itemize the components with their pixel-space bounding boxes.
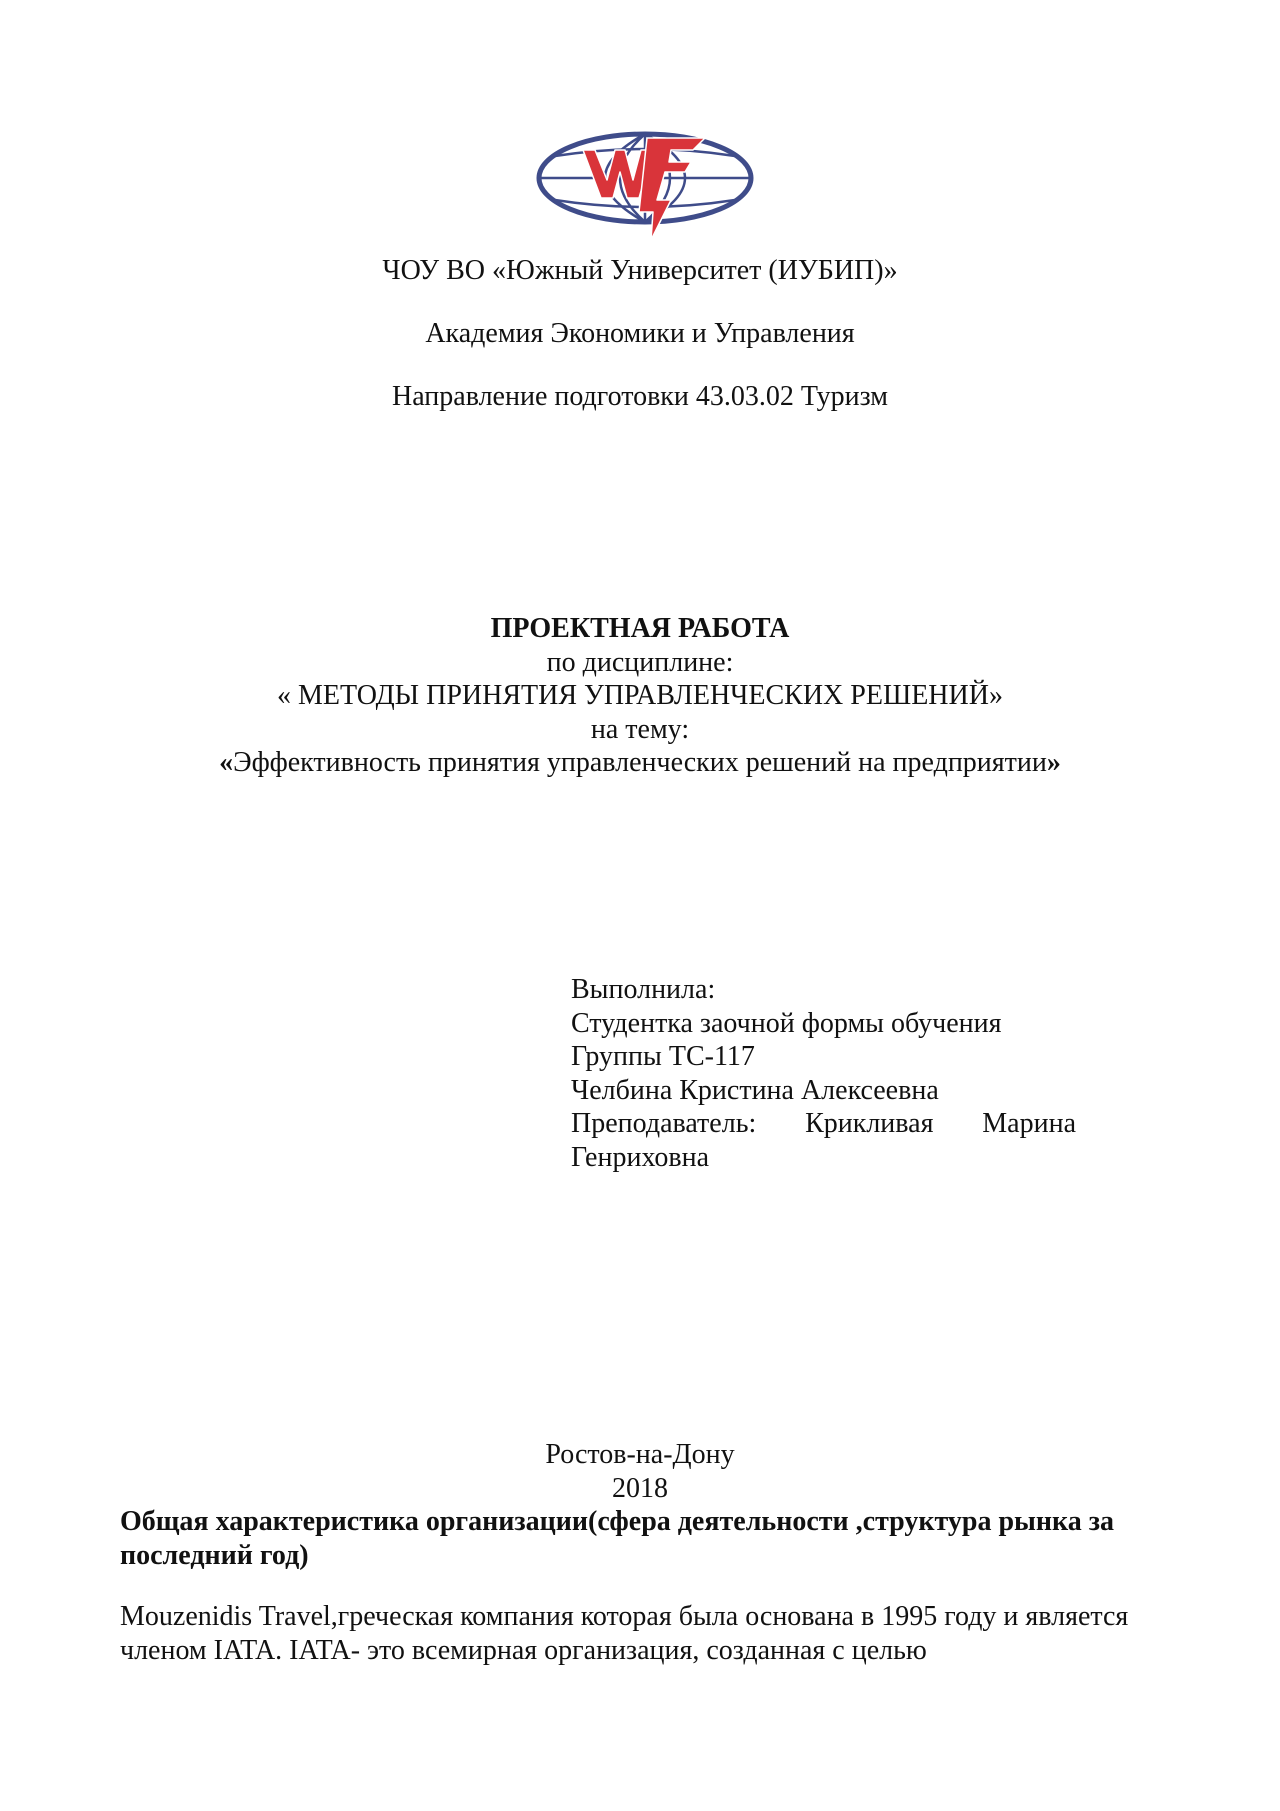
document-type-heading: ПРОЕКТНАЯ РАБОТА xyxy=(490,613,790,644)
section-paragraph: Mouzenidis Travel,греческая компания которая была основана в 1995 году и является членом IATA. IATA- это всемирная организация, созданная с целью xyxy=(120,1601,1129,1666)
university-logo xyxy=(535,128,755,244)
topic-quote-close: » xyxy=(1046,747,1061,778)
section-heading: Общая характеристика организации(сфера деятельности ,структура рынка за последний год) xyxy=(120,1506,1114,1571)
footer-block xyxy=(0,1438,1280,1505)
discipline-label: по дисциплине: xyxy=(546,646,734,678)
topic-quote-open: « xyxy=(219,747,234,778)
institution-name: ЧОУ ВО «Южный Университет (ИУБИП)» xyxy=(382,255,898,286)
topic-text: Эффективность принятия управленческих решений на предприятии xyxy=(233,747,1047,778)
section-body xyxy=(120,1600,1165,1668)
city: Ростов-на-Дону xyxy=(545,1439,735,1470)
year: 2018 xyxy=(612,1472,668,1504)
study-direction: Направление подготовки 43.03.02 Туризм xyxy=(392,381,888,412)
student-group: Группы ТС-117 xyxy=(571,1041,755,1072)
teacher-line: Преподаватель: Крикливая Марина Генриховна xyxy=(571,1108,1076,1173)
performed-label: Выполнила: xyxy=(571,974,716,1005)
topic-label: на тему: xyxy=(590,713,690,745)
discipline-name: « МЕТОДЫ ПРИНЯТИЯ УПРАВЛЕНЧЕСКИХ РЕШЕНИЙ» xyxy=(277,680,1003,711)
author-block xyxy=(571,973,1076,1174)
topic-line xyxy=(0,746,1280,780)
student-form: Студентка заочной формы обучения xyxy=(571,1007,1002,1039)
academy-name: Академия Экономики и Управления xyxy=(425,318,855,349)
title-block xyxy=(0,612,1280,780)
student-name: Челбина Кристина Алексеевна xyxy=(571,1074,939,1106)
